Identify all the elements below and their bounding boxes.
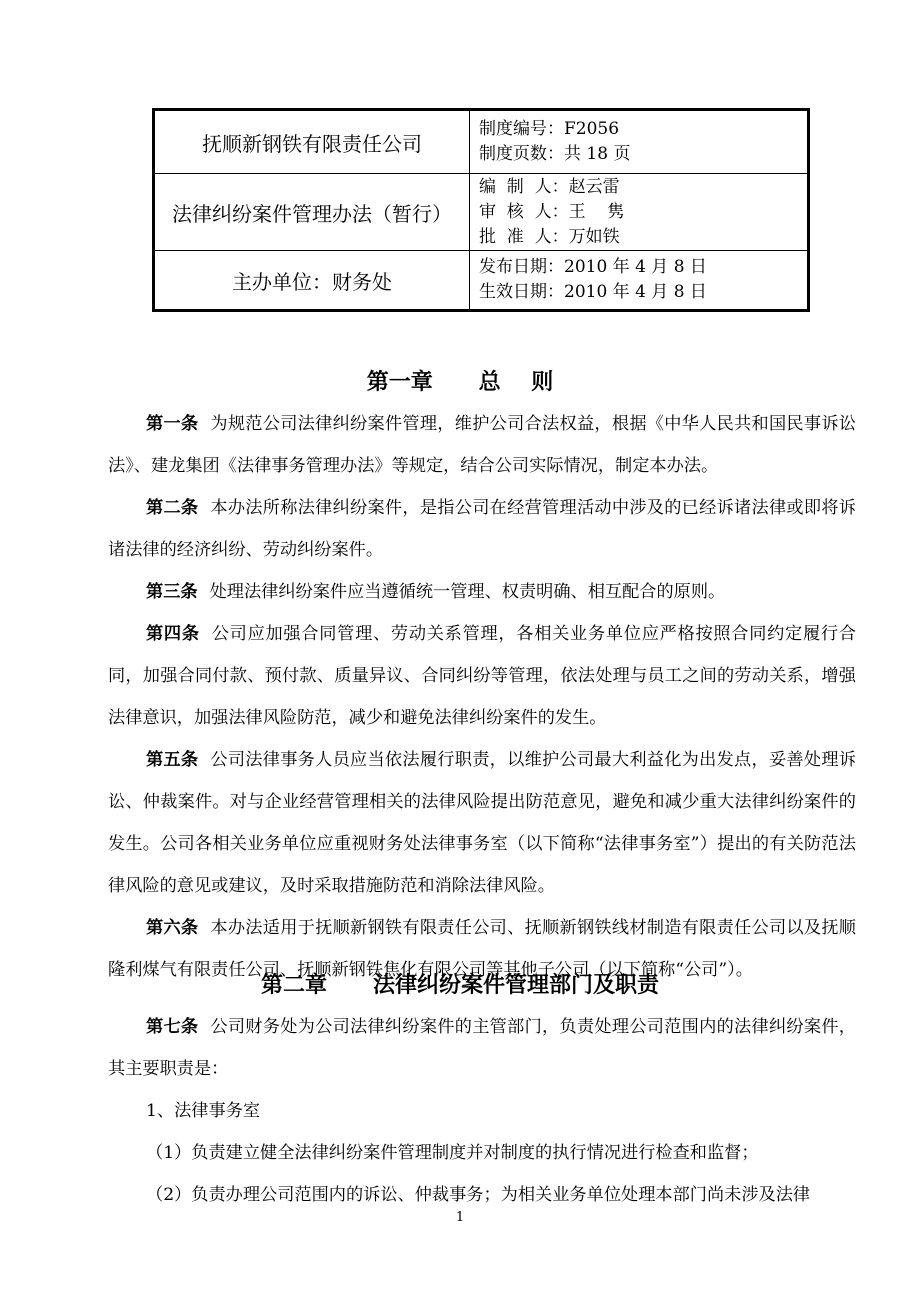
company-name: 抚顺新钢铁有限责任公司 [154,110,470,174]
publish-date: 发布日期：2010 年 4 月 8 日 [479,257,707,277]
item-1-2: （2）负责办理公司范围内的诉讼、仲裁事务；为相关业务单位处理本部门尚未涉及法律 [146,1185,811,1205]
article-4: 第四条 公司应加强合同管理、劳动关系管理，各相关业务单位应严格按照合同约定履行合同，加强合同付款、预付款、质量异议、合同纠纷等管理，依法处理与员工之间的劳动关系，增强法律意识，加强法律风险防范，减少和避免法律纠纷案件的发生。 [108,624,856,728]
signatory-cell [470,174,809,251]
date-cell [470,251,809,311]
doc-number-cell [470,110,809,174]
effective-date: 生效日期：2010 年 4 月 8 日 [479,282,707,302]
article-6: 第六条 本办法适用于抚顺新钢铁有限责任公司、抚顺新钢铁线材制造有限责任公司以及抚顺隆利煤气有限责任公司、抚顺新钢铁焦化有限公司等其他子公司（以下简称“公司”）。 [108,918,856,980]
page-count: 制度页数：共 18 页 [479,144,631,164]
reviewer: 审 核 人：王 隽 [479,201,625,222]
article-5: 第五条 公司法律事务人员应当依法履行职责，以维护公司最大利益化为出发点，妥善处理诉讼、仲裁案件。对与企业经营管理相关的法律风险提出防范意见，避免和减少重大法律纠纷案件的发生。公司各相关业务单位应重视财务处法律事务室（以下简称“法律事务室”）提出的有关防范法律风险的意见或建议，及时采取措施防范和消除法律风险。 [108,750,856,896]
item-1-1: （1）负责建立健全法律纠纷案件管理制度并对制度的执行情况进行检查和监督； [146,1143,759,1163]
host-unit: 主办单位：财务处 [154,251,470,311]
chapter-2-body [108,1006,856,1216]
chapter-1-title: 第一章 总 则 [366,370,554,395]
article-1: 第一条 为规范公司法律纠纷案件管理，维护公司合法权益，根据《中华人民共和国民事诉讼法》、建龙集团《法律事务管理办法》等规定，结合公司实际情况，制定本办法。 [108,414,856,476]
approver: 批 准 人：万如铁 [479,226,620,247]
page-number: 1 [455,1210,465,1225]
item-1: 1、法律事务室 [146,1101,261,1121]
chapter-2-title: 第二章 法律纠纷案件管理部门及职责 [261,973,659,998]
doc-number: 制度编号：F2056 [479,119,620,139]
article-2: 第二条 本办法所称法律纠纷案件，是指公司在经营管理活动中涉及的已经诉诸法律或即将诉诸法律的经济纠纷、劳动纠纷案件。 [108,498,856,560]
article-7: 第七条 公司财务处为公司法律纠纷案件的主管部门，负责处理公司范围内的法律纠纷案件，其主要职责是： [108,1017,856,1079]
article-3: 第三条 处理法律纠纷案件应当遵循统一管理、权责明确、相互配合的原则。 [146,582,726,602]
header-table [152,108,810,312]
document-title: 法律纠纷案件管理办法（暂行） [154,174,470,251]
compiler: 编 制 人：赵云雷 [479,176,620,197]
chapter-1-body [108,403,856,991]
